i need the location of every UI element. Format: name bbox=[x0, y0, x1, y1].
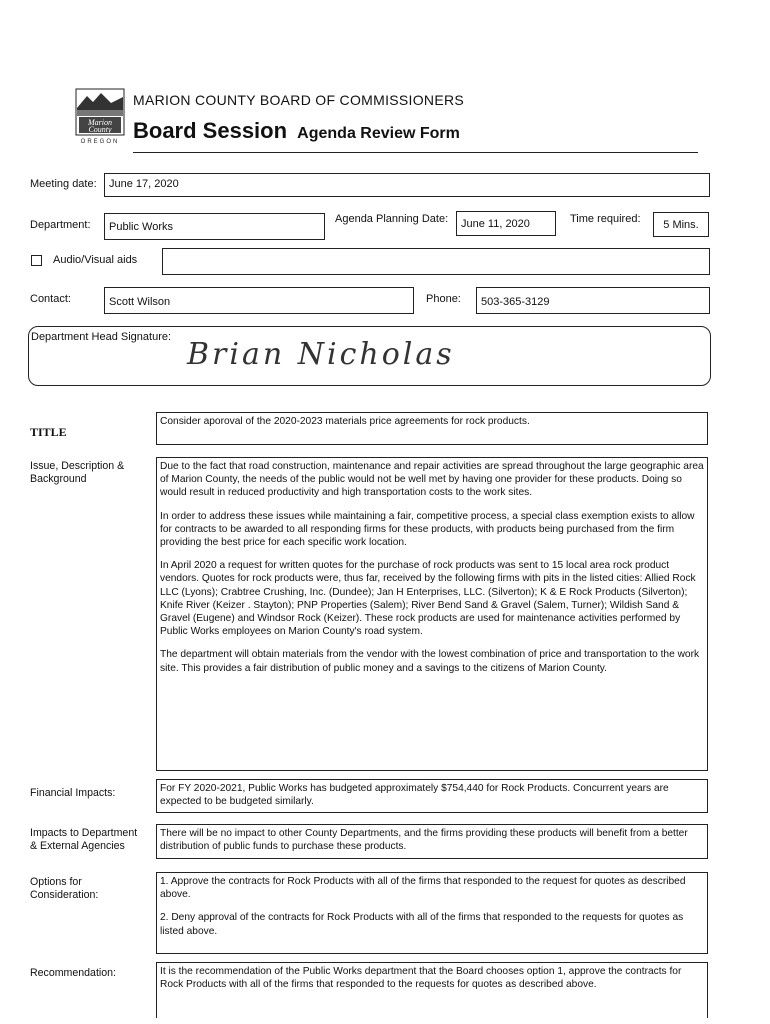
recommendation-text: It is the recommendation of the Public Works department that the Board chooses option 1, approve the contracts for Rock Products with all of the firms that responded to the requests for quotes as described above. bbox=[160, 966, 682, 991]
department-field[interactable]: Public Works bbox=[104, 213, 325, 240]
issue-label-line-1: Issue, Description & bbox=[30, 460, 125, 472]
issue-label bbox=[30, 460, 124, 486]
marion-county-logo bbox=[75, 88, 125, 144]
av-checkbox[interactable] bbox=[31, 255, 42, 266]
issue-paragraph-4: The department will obtain materials from the vendor with the lowest combination of price and transportation to the work site. This provides a fair distribution of public money and a savings to the citizens of Marion County. bbox=[160, 649, 700, 674]
option-1: 1. Approve the contracts for Rock Products with all of the firms that responded to the request for quotes as described above. bbox=[160, 876, 686, 901]
issue-paragraph-1: Due to the fact that road construction, maintenance and repair activities are spread throughout the large geographic area of Marion County, the needs of the public would not be well met by having one provider for these products. Doing so would result in reduced productivity and high transportation costs to the work sites. bbox=[160, 461, 704, 499]
option-2: 2. Deny approval of the contracts for Rock Products with all of the firms that responded to the requests for quotes as listed above. bbox=[160, 912, 684, 937]
financial-label: Financial Impacts: bbox=[30, 787, 116, 799]
phone-label: Phone: bbox=[426, 293, 461, 305]
department-label: Department: bbox=[30, 219, 91, 231]
header-rule bbox=[133, 152, 698, 153]
impacts-label bbox=[30, 827, 137, 853]
signature-box[interactable] bbox=[28, 326, 711, 386]
phone-field[interactable]: 503-365-3129 bbox=[476, 287, 710, 314]
impacts-label-line-1: Impacts to Department bbox=[30, 827, 138, 839]
meeting-date-field[interactable]: June 17, 2020 bbox=[104, 173, 710, 197]
svg-text:County: County bbox=[88, 125, 112, 134]
issue-box bbox=[156, 457, 708, 771]
options-label-line-1: Options for bbox=[30, 876, 82, 888]
av-field[interactable] bbox=[162, 248, 710, 275]
issue-paragraph-2: In order to address these issues while maintaining a fair, competitive process, a special class exemption exists to allow for contracts to be awarded to all responding firms for these products, with products being purchased from the firm providing the best price for each specific work location. bbox=[160, 510, 695, 549]
issue-label-line-2: Background bbox=[30, 473, 87, 485]
impacts-box bbox=[156, 824, 708, 859]
financial-box bbox=[156, 779, 708, 813]
options-label bbox=[30, 876, 98, 902]
financial-text: For FY 2020-2021, Public Works has budgeted approximately $754,440 for Rock Products. Concurrent years are expected to be budgeted similarly. bbox=[160, 783, 669, 808]
form-title-sub: Agenda Review Form bbox=[297, 125, 460, 142]
form-title-main: Board Session bbox=[133, 118, 288, 143]
contact-label: Contact: bbox=[30, 293, 71, 305]
title-label: TITLE bbox=[30, 425, 67, 439]
options-box bbox=[156, 872, 708, 954]
planning-date-label: Agenda Planning Date: bbox=[335, 213, 449, 225]
meeting-date-label: Meeting date: bbox=[30, 178, 97, 190]
title-text: Consider aporoval of the 2020-2023 materials price agreements for rock products. bbox=[160, 416, 530, 427]
issue-paragraph-3: In April 2020 a request for written quotes for the purchase of rock products was sent to 15 local area rock product vendors. Quotes for rock products were, thus far, received by the following firms with pits in the listed cities: Allied Rock LLC (Lyons); Crabtree Crushing, Inc. (Dundee); Jan H Enterprises, LLC. (Silverton); K & E Rock Products (Silverton); Knife River (Keizer . Stayton); PNP Properties (Salem); River Bend Sand & Gravel (Salem, Turner); Wildish Sand & Gravel (Eugene) and Windsor Rock (Keizer). These rock products are used for maintenance activities performed by Public Works employees on Marion County's road system. bbox=[160, 560, 696, 638]
contact-field[interactable]: Scott Wilson bbox=[104, 287, 414, 314]
form-title bbox=[133, 118, 460, 144]
title-box bbox=[156, 412, 708, 445]
impacts-text: There will be no impact to other County Departments, and the firms providing these products will benefit from a better distribution of public funds to purchase these products. bbox=[160, 828, 688, 853]
recommendation-label: Recommendation: bbox=[30, 967, 116, 979]
svg-text:OREGON: OREGON bbox=[80, 139, 120, 144]
options-label-line-2: Consideration: bbox=[30, 889, 99, 901]
planning-date-field[interactable]: June 11, 2020 bbox=[456, 211, 556, 236]
impacts-label-line-2: & External Agencies bbox=[30, 840, 125, 852]
svg-text:Marion: Marion bbox=[88, 118, 112, 127]
av-label: Audio/Visual aids bbox=[53, 254, 138, 266]
signature-label: Department Head Signature: bbox=[31, 331, 172, 343]
recommendation-box bbox=[156, 962, 708, 1018]
signature-text: Brian Nicholas bbox=[187, 337, 455, 372]
time-required-label: Time required: bbox=[570, 213, 641, 225]
time-required-field[interactable]: 5 Mins. bbox=[653, 212, 709, 237]
org-name: MARION COUNTY BOARD OF COMMISSIONERS bbox=[133, 92, 465, 108]
